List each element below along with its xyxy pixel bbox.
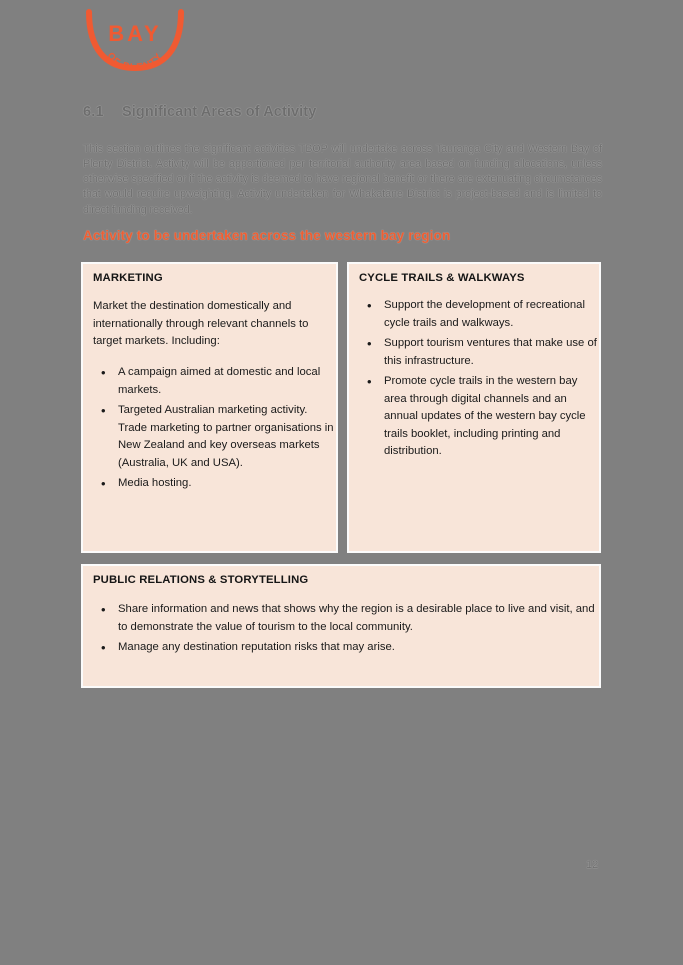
list-item-text: Promote cycle trails in the western bay area through digital channels and an annual updates of the western bay cycle trails booklet, including printing and distribution.	[384, 375, 586, 457]
list-item-text: Share information and news that shows why the region is a desirable place to live and visit, and to demonstrate the value of tourism to the local community.	[118, 603, 595, 633]
activity-subheading: Activity to be undertaken across the western bay region	[83, 228, 451, 243]
bullet-glyph: •	[367, 374, 372, 389]
intro-paragraph: This section outlines the significant activities TBOP will undertake across Tauranga City and Western Bay of Plenty District. Activity will be apportioned per territorial authority area based on funding allocations, unless otherwise specified or if the activity is deemed to have regional benefit or there are extenuating circumstances that would require upweighting. Activity undertaken for Whakatāne District is project-based and is limited to direct funding received.	[83, 142, 602, 216]
list-item-text: Media hosting.	[118, 477, 192, 489]
card-cycle-trails-walkways	[347, 262, 601, 553]
card-bullet-list	[86, 601, 598, 660]
bullet-glyph: •	[101, 403, 106, 418]
logo-arc-icon	[83, 8, 187, 74]
logo-primary-text: BAY	[108, 21, 162, 46]
card-marketing	[81, 262, 338, 553]
logo-secondary-text: OF PLENTY	[104, 50, 166, 74]
list-item-text: Targeted Australian marketing activity. Trade marketing to partner organisations in New Zealand and key overseas markets (Australia, UK and USA).	[118, 404, 334, 469]
bullet-glyph: •	[367, 298, 372, 313]
card-title: CYCLE TRAILS & WALKWAYS	[359, 272, 525, 284]
list-item	[86, 402, 334, 472]
list-item	[352, 297, 598, 332]
section-heading-number: 6.1	[83, 104, 104, 120]
card-title: MARKETING	[93, 272, 163, 284]
section-heading-title: Significant Areas of Activity	[122, 104, 317, 120]
card-title: PUBLIC RELATIONS & STORYTELLING	[93, 574, 309, 586]
bullet-glyph: •	[367, 336, 372, 351]
list-item	[86, 601, 598, 636]
card-bullet-list	[352, 297, 598, 464]
bullet-glyph: •	[101, 602, 106, 617]
list-item	[352, 373, 598, 461]
card-paragraph: Market the destination domestically and internationally through relevant channels to target markets. Including:	[93, 300, 309, 347]
bay-of-plenty-logo	[83, 8, 187, 74]
list-item-text: Support the development of recreational cycle trails and walkways.	[384, 299, 585, 329]
list-item-text: Support tourism ventures that make use of this infrastructure.	[384, 337, 597, 367]
list-item-text: A campaign aimed at domestic and local markets.	[118, 366, 321, 396]
card-public-relations-storytelling	[81, 564, 601, 688]
list-item	[86, 639, 598, 657]
card-bullet-list	[86, 364, 334, 496]
list-item	[86, 364, 334, 399]
list-item	[352, 335, 598, 370]
bullet-glyph: •	[101, 365, 106, 380]
bullet-glyph: •	[101, 640, 106, 655]
section-heading	[83, 104, 603, 120]
page-number: 12	[586, 859, 599, 871]
bullet-glyph: •	[101, 476, 106, 491]
list-item	[86, 475, 334, 493]
list-item-text: Manage any destination reputation risks that may arise.	[118, 641, 395, 653]
